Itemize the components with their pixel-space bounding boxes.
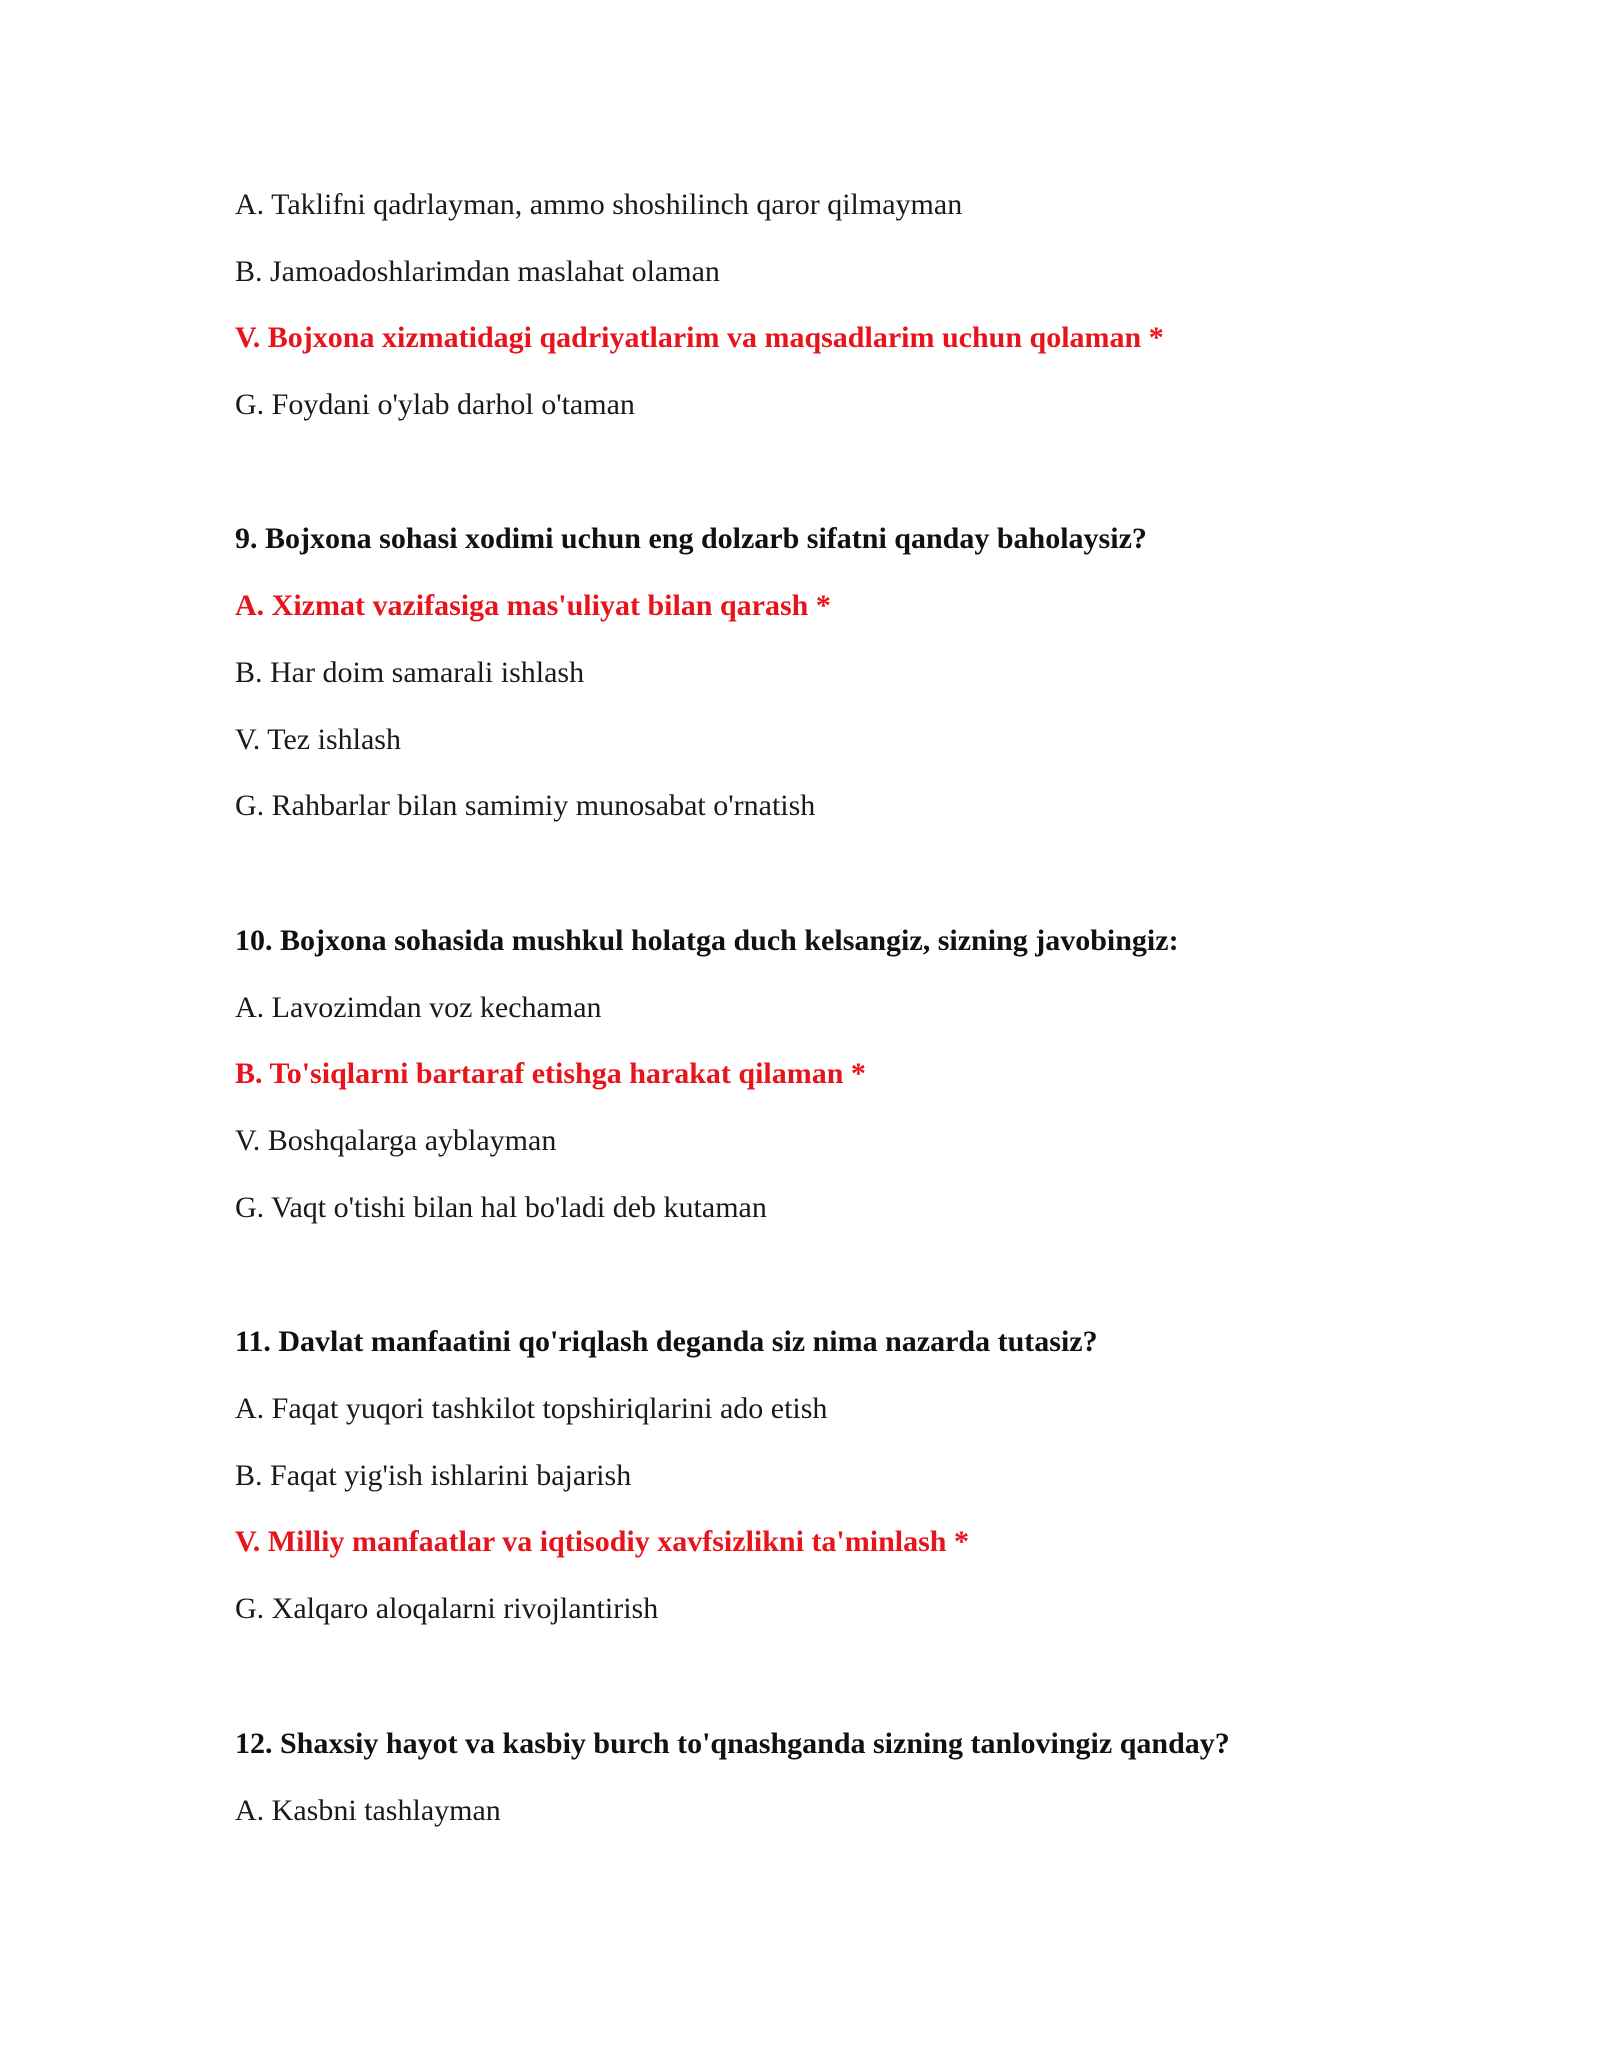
- option-11a: A. Faqat yuqori tashkilot topshiriqlarini ado etish: [235, 1392, 828, 1425]
- option-9v: V. Tez ishlash: [235, 723, 401, 756]
- option-10g: G. Vaqt o'tishi bilan hal bo'ladi deb kutaman: [235, 1191, 767, 1224]
- option-10v: V. Boshqalarga ayblayman: [235, 1124, 557, 1157]
- option-8b: B. Jamoadoshlarimdan maslahat olaman: [235, 255, 720, 288]
- option-9b: B. Har doim samarali ishlash: [235, 656, 585, 689]
- question-12: 12. Shaxsiy hayot va kasbiy burch to'qnashganda sizning tanlovingiz qanday?: [235, 1727, 1230, 1760]
- option-8g: G. Foydani o'ylab darhol o'taman: [235, 388, 635, 421]
- option-10b-correct: B. To'siqlarni bartaraf etishga harakat qilaman *: [235, 1057, 866, 1090]
- option-10a: A. Lavozimdan voz kechaman: [235, 991, 602, 1024]
- option-11v-correct: V. Milliy manfaatlar va iqtisodiy xavfsizlikni ta'minlash *: [235, 1525, 969, 1558]
- option-11g: G. Xalqaro aloqalarni rivojlantirish: [235, 1592, 659, 1625]
- question-11: 11. Davlat manfaatini qo'riqlash deganda siz nima nazarda tutasiz?: [235, 1325, 1098, 1358]
- option-12a: A. Kasbni tashlayman: [235, 1794, 501, 1827]
- question-10: 10. Bojxona sohasida mushkul holatga duch kelsangiz, sizning javobingiz:: [235, 924, 1179, 957]
- option-9g: G. Rahbarlar bilan samimiy munosabat o'rnatish: [235, 789, 816, 822]
- option-8a: A. Taklifni qadrlayman, ammo shoshilinch qaror qilmayman: [235, 188, 963, 221]
- option-9a-correct: A. Xizmat vazifasiga mas'uliyat bilan qarash *: [235, 589, 831, 622]
- question-9: 9. Bojxona sohasi xodimi uchun eng dolzarb sifatni qanday baholaysiz?: [235, 522, 1147, 555]
- option-11b: B. Faqat yig'ish ishlarini bajarish: [235, 1459, 632, 1492]
- option-8v-correct: V. Bojxona xizmatidagi qadriyatlarim va maqsadlarim uchun qolaman *: [235, 321, 1164, 354]
